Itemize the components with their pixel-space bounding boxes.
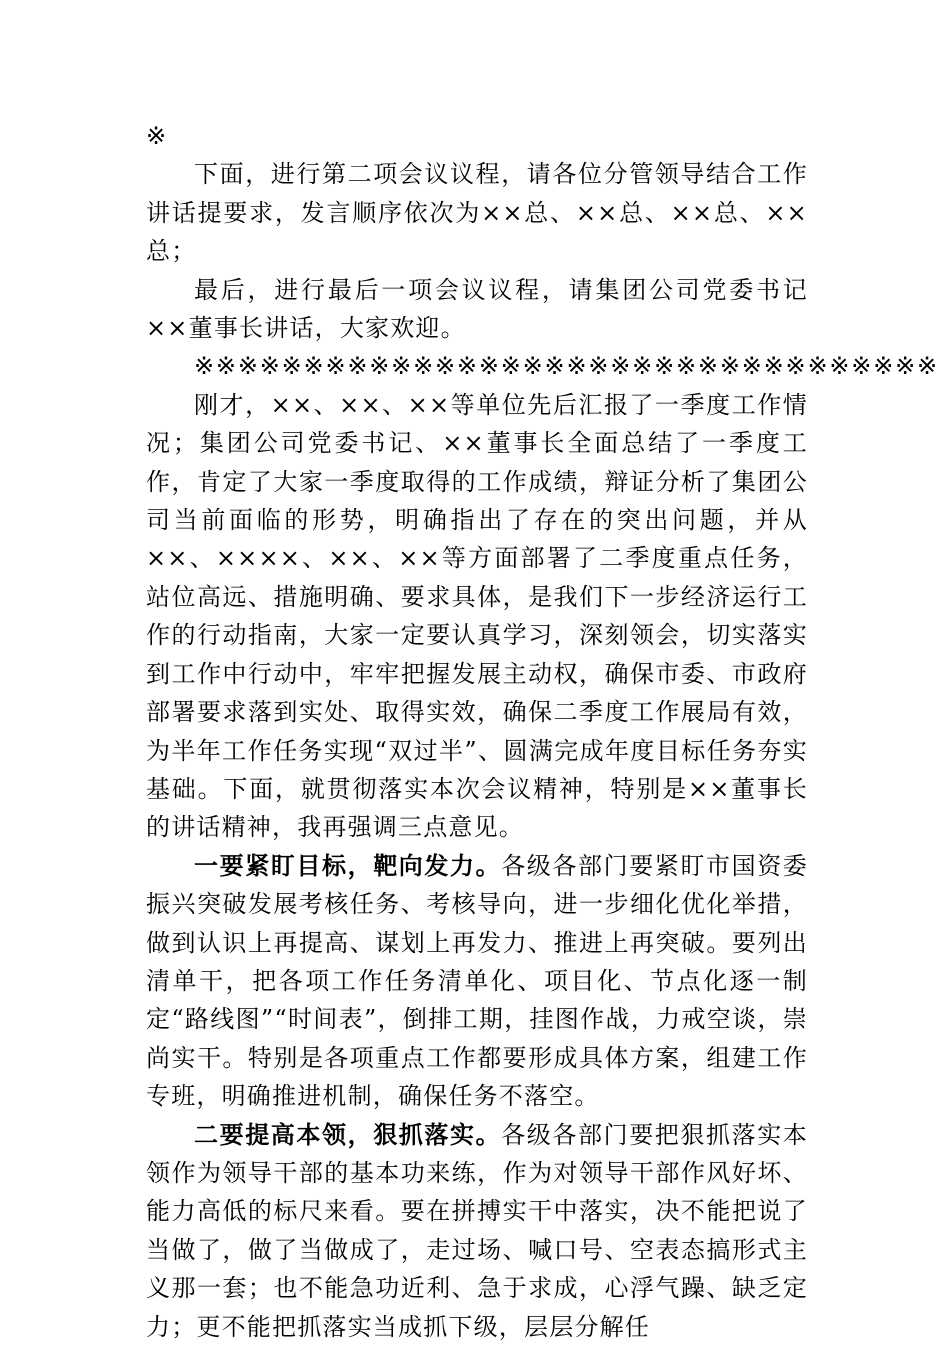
section-separator: ※※※※※※※※※※※※※※※※※※※※※※※※※※※※※※※※※※ [194,352,939,381]
paragraph-point-1 [146,847,808,1116]
paragraph-point-2 [146,1116,808,1346]
point-1-heading: 一要紧盯目标，靶向发力。 [194,851,502,880]
point-2-heading: 二要提高本领，狠抓落实。 [194,1120,502,1149]
paragraph-agenda-final: 最后，进行最后一项会议议程，请集团公司党委书记××董事长讲话，大家欢迎。 [146,275,808,343]
reference-mark-line: ※ [146,122,168,150]
paragraph-summary: 刚才，××、××、××等单位先后汇报了一季度工作情况；集团公司党委书记、××董事长全面总结了一季度工作，肯定了大家一季度取得的工作成绩，辩证分析了集团公司当前面临的形势，明确指出了存在的突出问题，并从××、××××、××、××等方面部署了二季度重点任务，站位高远、措施明确、要求具体，是我们下一步经济运行工作的行动指南，大家一定要认真学习，深刻领会，切实落实到工作中行动中，牢牢把握发展主动权，确保市委、市政府部署要求落到实处、取得实效，确保二季度工作展局有效，为半年工作任务实现“双过半”、圆满完成年度目标任务夯实基础。下面，就贯彻落实本次会议精神，特别是××董事长的讲话精神，我再强调三点意见。 [146,390,808,842]
paragraph-agenda-second: 下面，进行第二项会议议程，请各位分管领导结合工作讲话提要求，发言顺序依次为××总、××总、××总、××总； [146,160,808,266]
point-2-body: 各级各部门要把狠抓落实本领作为领导干部的基本功来练，作为对领导干部作风好坏、能力高低的标尺来看。要在拼搏实干中落实，决不能把说了当做了，做了当做成了，走过场、喊口号、空表态搞形式主义那一套；也不能急功近利、急于求成，心浮气躁、缺乏定力；更不能把抓落实当成抓下级，层层分解任 [146,1120,808,1341]
document-body [146,117,939,1346]
point-1-body: 各级各部门要紧盯市国资委振兴突破发展考核任务、考核导向，进一步细化优化举措，做到认识上再提高、谋划上再发力、推进上再突破。要列出清单干，把各项工作任务清单化、项目化、节点化逐一制定“路线图”“时间表”，倒排工期，挂图作战，力戒空谈，崇尚实干。特别是各项重点工作都要形成具体方案，组建工作专班，明确推进机制，确保任务不落空。 [146,851,808,1111]
